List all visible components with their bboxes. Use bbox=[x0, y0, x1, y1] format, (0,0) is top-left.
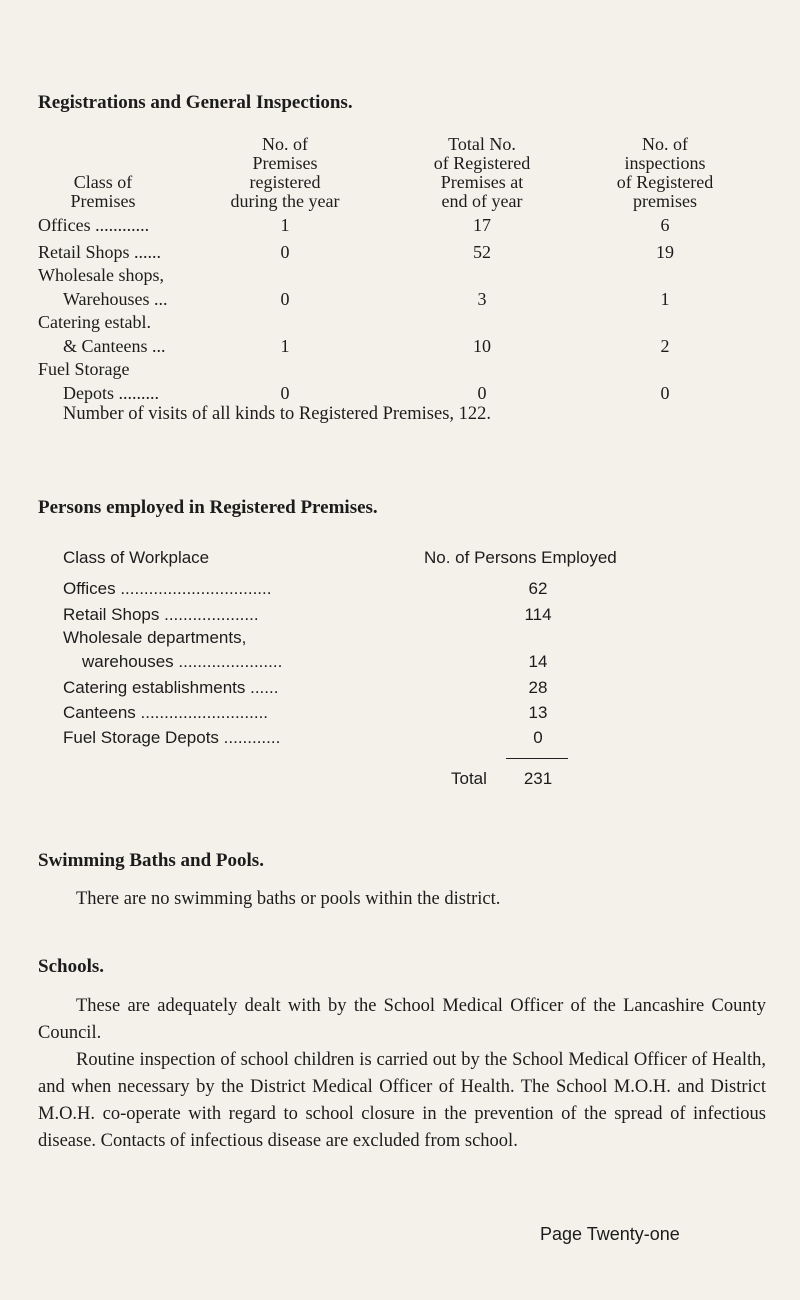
cell-inspections: 0 bbox=[660, 383, 670, 403]
header-line: registered bbox=[249, 172, 321, 192]
heading-persons-employed: Persons employed in Registered Premises. bbox=[38, 497, 378, 518]
visits-note: Number of visits of all kinds to Registered Premises, 122. bbox=[63, 404, 492, 424]
header-line: inspections bbox=[624, 153, 706, 173]
header-class bbox=[38, 173, 168, 211]
total-rule bbox=[506, 758, 568, 759]
total-value: 231 bbox=[523, 769, 553, 788]
paragraph: Routine inspection of school children is carried out by the School Medical Officer of Health, and when necessary by the District Medical Officer of Health. The School M.O.H. and District M.O.H. co-operate with regard to school closure in the prevention of the spread of infectious disease. Contacts of infectious disease are excluded from school. bbox=[38, 1050, 766, 1151]
header-registered bbox=[200, 135, 370, 211]
cell-count: 13 bbox=[528, 703, 548, 722]
header-line: No. of bbox=[642, 134, 688, 154]
cell-registered: 0 bbox=[280, 289, 290, 309]
heading-schools: Schools. bbox=[38, 956, 104, 977]
cell-total: 3 bbox=[477, 289, 487, 309]
cell-inspections: 2 bbox=[660, 336, 670, 356]
row-label: Wholesale departments, bbox=[63, 628, 247, 647]
row-label: Depots ......... bbox=[63, 383, 159, 403]
row-label: Canteens ........................... bbox=[63, 703, 269, 722]
row-label: Catering establ. bbox=[38, 312, 151, 332]
schools-text bbox=[38, 993, 766, 1155]
cell-registered: 1 bbox=[280, 336, 290, 356]
row-label: Warehouses ... bbox=[63, 289, 168, 309]
header-line: Premises bbox=[70, 191, 136, 211]
cell-inspections: 6 bbox=[660, 215, 670, 235]
row-label: Fuel Storage Depots ............ bbox=[63, 728, 281, 747]
row-label: Retail Shops .................... bbox=[63, 605, 259, 624]
total-label: Total bbox=[451, 769, 487, 788]
row-label: Fuel Storage bbox=[38, 359, 130, 379]
cell-count: 0 bbox=[533, 728, 543, 747]
cell-registered: 0 bbox=[280, 383, 290, 403]
cell-inspections: 1 bbox=[660, 289, 670, 309]
row-label: Offices ................................ bbox=[63, 579, 272, 598]
header-line: of Registered bbox=[616, 172, 714, 192]
heading-swimming-baths: Swimming Baths and Pools. bbox=[38, 850, 264, 871]
cell-count: 14 bbox=[528, 652, 548, 671]
row-label: warehouses ...................... bbox=[82, 652, 283, 671]
swimming-text bbox=[38, 886, 766, 913]
header-line: end of year bbox=[441, 191, 523, 211]
header-total bbox=[392, 135, 572, 211]
header-line: Premises bbox=[252, 153, 318, 173]
header-line: No. of bbox=[262, 134, 308, 154]
col-persons-employed: No. of Persons Employed bbox=[424, 548, 617, 567]
header-line: Premises at bbox=[440, 172, 524, 192]
page-number: Page Twenty-one bbox=[540, 1224, 680, 1244]
row-label: Retail Shops ...... bbox=[38, 242, 162, 262]
header-line: Class of bbox=[73, 172, 133, 192]
heading-registrations: Registrations and General Inspections. bbox=[38, 92, 353, 113]
cell-registered: 0 bbox=[280, 242, 290, 262]
row-label: Wholesale shops, bbox=[38, 265, 164, 285]
cell-inspections: 19 bbox=[656, 242, 674, 262]
header-line: of Registered bbox=[433, 153, 531, 173]
cell-total: 0 bbox=[477, 383, 487, 403]
row-label: Catering establishments ...... bbox=[63, 678, 279, 697]
cell-total: 17 bbox=[473, 215, 491, 235]
cell-count: 28 bbox=[528, 678, 548, 697]
cell-total: 52 bbox=[473, 242, 491, 262]
paragraph: These are adequately dealt with by the School Medical Officer of the Lancashire County Council. bbox=[38, 996, 766, 1043]
header-line: Total No. bbox=[448, 134, 516, 154]
cell-count: 62 bbox=[528, 579, 548, 598]
cell-count: 114 bbox=[524, 605, 552, 624]
header-line: during the year bbox=[230, 191, 340, 211]
row-label: Offices ............ bbox=[38, 215, 150, 235]
header-inspections bbox=[575, 135, 755, 211]
cell-total: 10 bbox=[473, 336, 491, 356]
col-class-workplace: Class of Workplace bbox=[63, 548, 210, 567]
cell-registered: 1 bbox=[280, 215, 290, 235]
header-line: premises bbox=[633, 191, 697, 211]
paragraph: There are no swimming baths or pools within the district. bbox=[76, 889, 501, 909]
row-label: & Canteens ... bbox=[63, 336, 166, 356]
